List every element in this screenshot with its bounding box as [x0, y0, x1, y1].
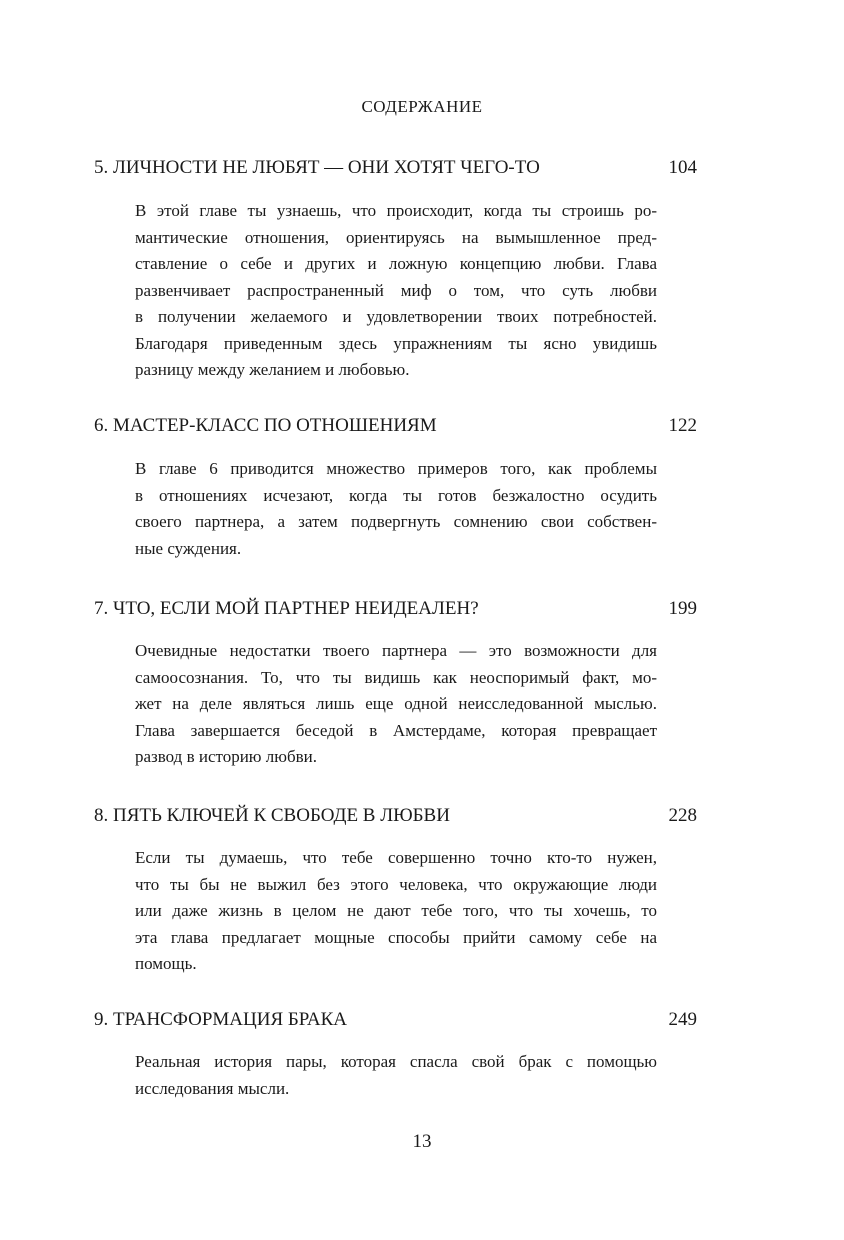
description-line: Если ты думаешь, что тебе совершенно точно кто-то нужен, — [135, 848, 657, 867]
toc-entry-title-text: 9. ТРАНСФОРМАЦИЯ БРАКА — [94, 1009, 348, 1030]
toc-entry-description — [135, 198, 657, 384]
toc-entry-page-number: 104 — [668, 157, 697, 178]
description-line: эта глава предлагает мощные способы прийти самому себе на — [135, 927, 657, 947]
toc-entry-title-text: 6. МАСТЕР-КЛАСС ПО ОТНОШЕНИЯМ — [94, 415, 437, 436]
toc-entry-page-number: 249 — [668, 1009, 697, 1030]
description-line: ставление о себе и других и ложную концепцию любви. Глава — [135, 254, 657, 273]
description-line: В главе 6 приводится множество примеров того, как проблемы — [135, 459, 657, 478]
description-line: Глава завершается беседой в Амстердаме, которая превращает — [135, 720, 657, 740]
description-line: самоосознания. То, что ты видишь как неоспоримый факт, мо- — [135, 667, 657, 687]
description-line: жет на деле являться лишь еще одной неисследованной мыслью. — [135, 694, 657, 713]
toc-entry-page-number: 199 — [668, 598, 697, 619]
description-line: разницу между желанием и любовью. — [135, 360, 410, 379]
description-line: Очевидные недостатки твоего партнера — это возможности для — [135, 641, 657, 660]
description-line: исследования мысли. — [135, 1078, 290, 1098]
toc-entry-description — [135, 1049, 657, 1102]
description-line: помощь. — [135, 954, 197, 973]
description-line: что ты бы не выжил без этого человека, что окружающие люди — [135, 874, 657, 894]
description-line: или даже жизнь в целом не дают тебе того, что ты хочешь, то — [135, 901, 657, 920]
description-line: в отношениях исчезают, когда ты готов безжалостно осудить — [135, 485, 657, 505]
toc-entry-page-number: 228 — [668, 805, 697, 826]
toc-entry-page-number: 122 — [668, 415, 697, 436]
toc-entry-description — [135, 845, 657, 978]
description-line: ные суждения. — [135, 538, 242, 558]
toc-entry-description — [135, 456, 657, 562]
running-header: СОДЕРЖАНИЕ — [361, 97, 483, 116]
toc-entry-title-text: 7. ЧТО, ЕСЛИ МОЙ ПАРТНЕР НЕИДЕАЛЕН? — [94, 598, 479, 619]
toc-entry-title-text: 5. ЛИЧНОСТИ НЕ ЛЮБЯТ — ОНИ ХОТЯТ ЧЕГО-ТО — [94, 157, 540, 178]
toc-entry-title-text: 8. ПЯТЬ КЛЮЧЕЙ К СВОБОДЕ В ЛЮБВИ — [94, 805, 450, 826]
description-line: В этой главе ты узнаешь, что происходит, когда ты строишь ро- — [135, 201, 657, 220]
page-number-footer: 13 — [412, 1131, 432, 1152]
description-line: мантические отношения, ориентируясь на вымышленное пред- — [135, 227, 657, 247]
description-line: развод в историю любви. — [135, 747, 317, 766]
description-line: развенчивает распространенный миф о том, что суть любви — [135, 280, 657, 300]
description-line: в получении желаемого и удовлетворении твоих потребностей. — [135, 307, 657, 326]
description-line: Благодаря приведенным здесь упражнениям ты ясно увидишь — [135, 333, 657, 353]
toc-entry-description — [135, 638, 657, 771]
description-line: Реальная история пары, которая спасла свой брак с помощью — [135, 1052, 657, 1071]
description-line: своего партнера, а затем подвергнуть сомнению свои собствен- — [135, 512, 657, 531]
